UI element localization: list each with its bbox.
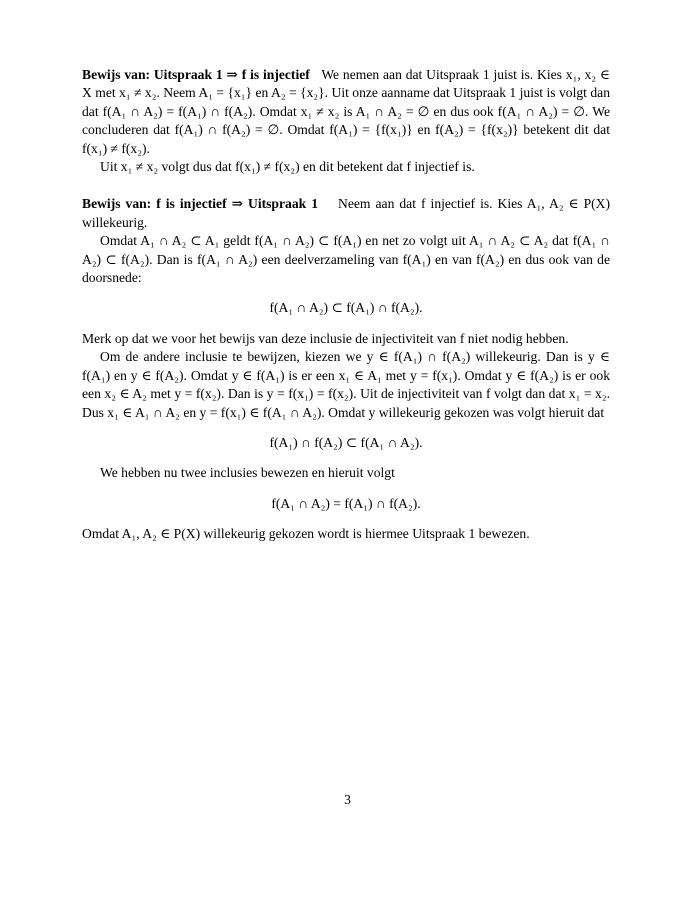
display-equation-3: f(A₁ ∩ A₂) = f(A₁) ∩ f(A₂).: [271, 495, 421, 511]
proof2-paragraph4: Om de andere inclusie te bewijzen, kiezen we y ∈ f(A₁) ∩ f(A₂) willekeurig. Dan is y ∈ f(A₁) en y ∈ f(A₂). Omdat y ∈ f(A₁) is er een x₁ ∈ A₁ met y = f(x₁). Omdat y ∈ f(A₂) is er ook een x₂ ∈ A₂ met y = f(x₂). Dan is y = f(x₁) = f(x₂). Uit de injectiviteit van f volgt dan dat x₁ = x₂. Dus x₁ ∈ A₁ ∩ A₂ en y = f(x₁) ∈ f(A₁ ∩ A₂). Omdat y willekeurig gekozen was volgt hieruit dat: [82, 349, 610, 420]
document-page: [82, 66, 610, 544]
proof2-paragraph1: [82, 195, 610, 232]
proof2-text1: Neem aan dat f injectief is. Kies A₁, A₂ ∈ P(X) willekeurig.: [82, 196, 611, 230]
display-equation-1: f(A₁ ∩ A₂) ⊂ f(A₁) ∩ f(A₂).: [269, 300, 423, 316]
proof1-heading: Bewijs van: Uitspraak 1 ⇒ f is injectief: [82, 67, 310, 82]
proof1-paragraph1: [82, 66, 610, 158]
proof2-heading: Bewijs van: f is injectief ⇒ Uitspraak 1: [82, 196, 318, 212]
proof2-paragraph2: Omdat A₁ ∩ A₂ ⊂ A₁ geldt f(A₁ ∩ A₂) ⊂ f(A₁) en net zo volgt uit A₁ ∩ A₂ ⊂ A₂ dat f(A₁ ∩ A₂) ⊂ f(A₂). Dan is f(A₁ ∩ A₂) een deelverzameling van f(A₁) en van f(A₂) en dus ook van de doorsnede:: [82, 233, 610, 286]
display-equation-2: f(A₁) ∩ f(A₂) ⊂ f(A₁ ∩ A₂).: [269, 434, 423, 450]
proof1-paragraph2: Uit x₁ ≠ x₂ volgt dus dat f(x₁) ≠ f(x₂) en dit betekent dat f injectief is.: [100, 159, 475, 175]
proof1-text1: We nemen aan dat Uitspraak 1 juist is. Kies x₁, x₂ ∈ X met x₁ ≠ x₂. Neem A₁ = {x₁} en A₂ = {x₂}. Uit onze aanname dat Uitspraak 1 juist is volgt dan dat f(A₁ ∩ A₂) = f(A₁) ∩ f(A₂). Omdat x₁ ≠ x₂ is A₁ ∩ A₂ = ∅ en dus ook f(A₁ ∩ A₂) = ∅. We concluderen dat f(A₁) ∩ f(A₂) = ∅. Omdat f(A₁) = {f(x₁)} en f(A₂) = {f(x₂)} betekent dit dat f(x₁) ≠ f(x₂).: [82, 67, 610, 156]
page-number: 3: [344, 792, 351, 807]
proof2-paragraph3: Merk op dat we voor het bewijs van deze inclusie de injectiviteit van f niet nodig hebben.: [82, 330, 569, 346]
proof2-paragraph6: Omdat A₁, A₂ ∈ P(X) willekeurig gekozen wordt is hiermee Uitspraak 1 bewezen.: [82, 526, 530, 542]
proof2-paragraph5: We hebben nu twee inclusies bewezen en hieruit volgt: [100, 465, 395, 481]
